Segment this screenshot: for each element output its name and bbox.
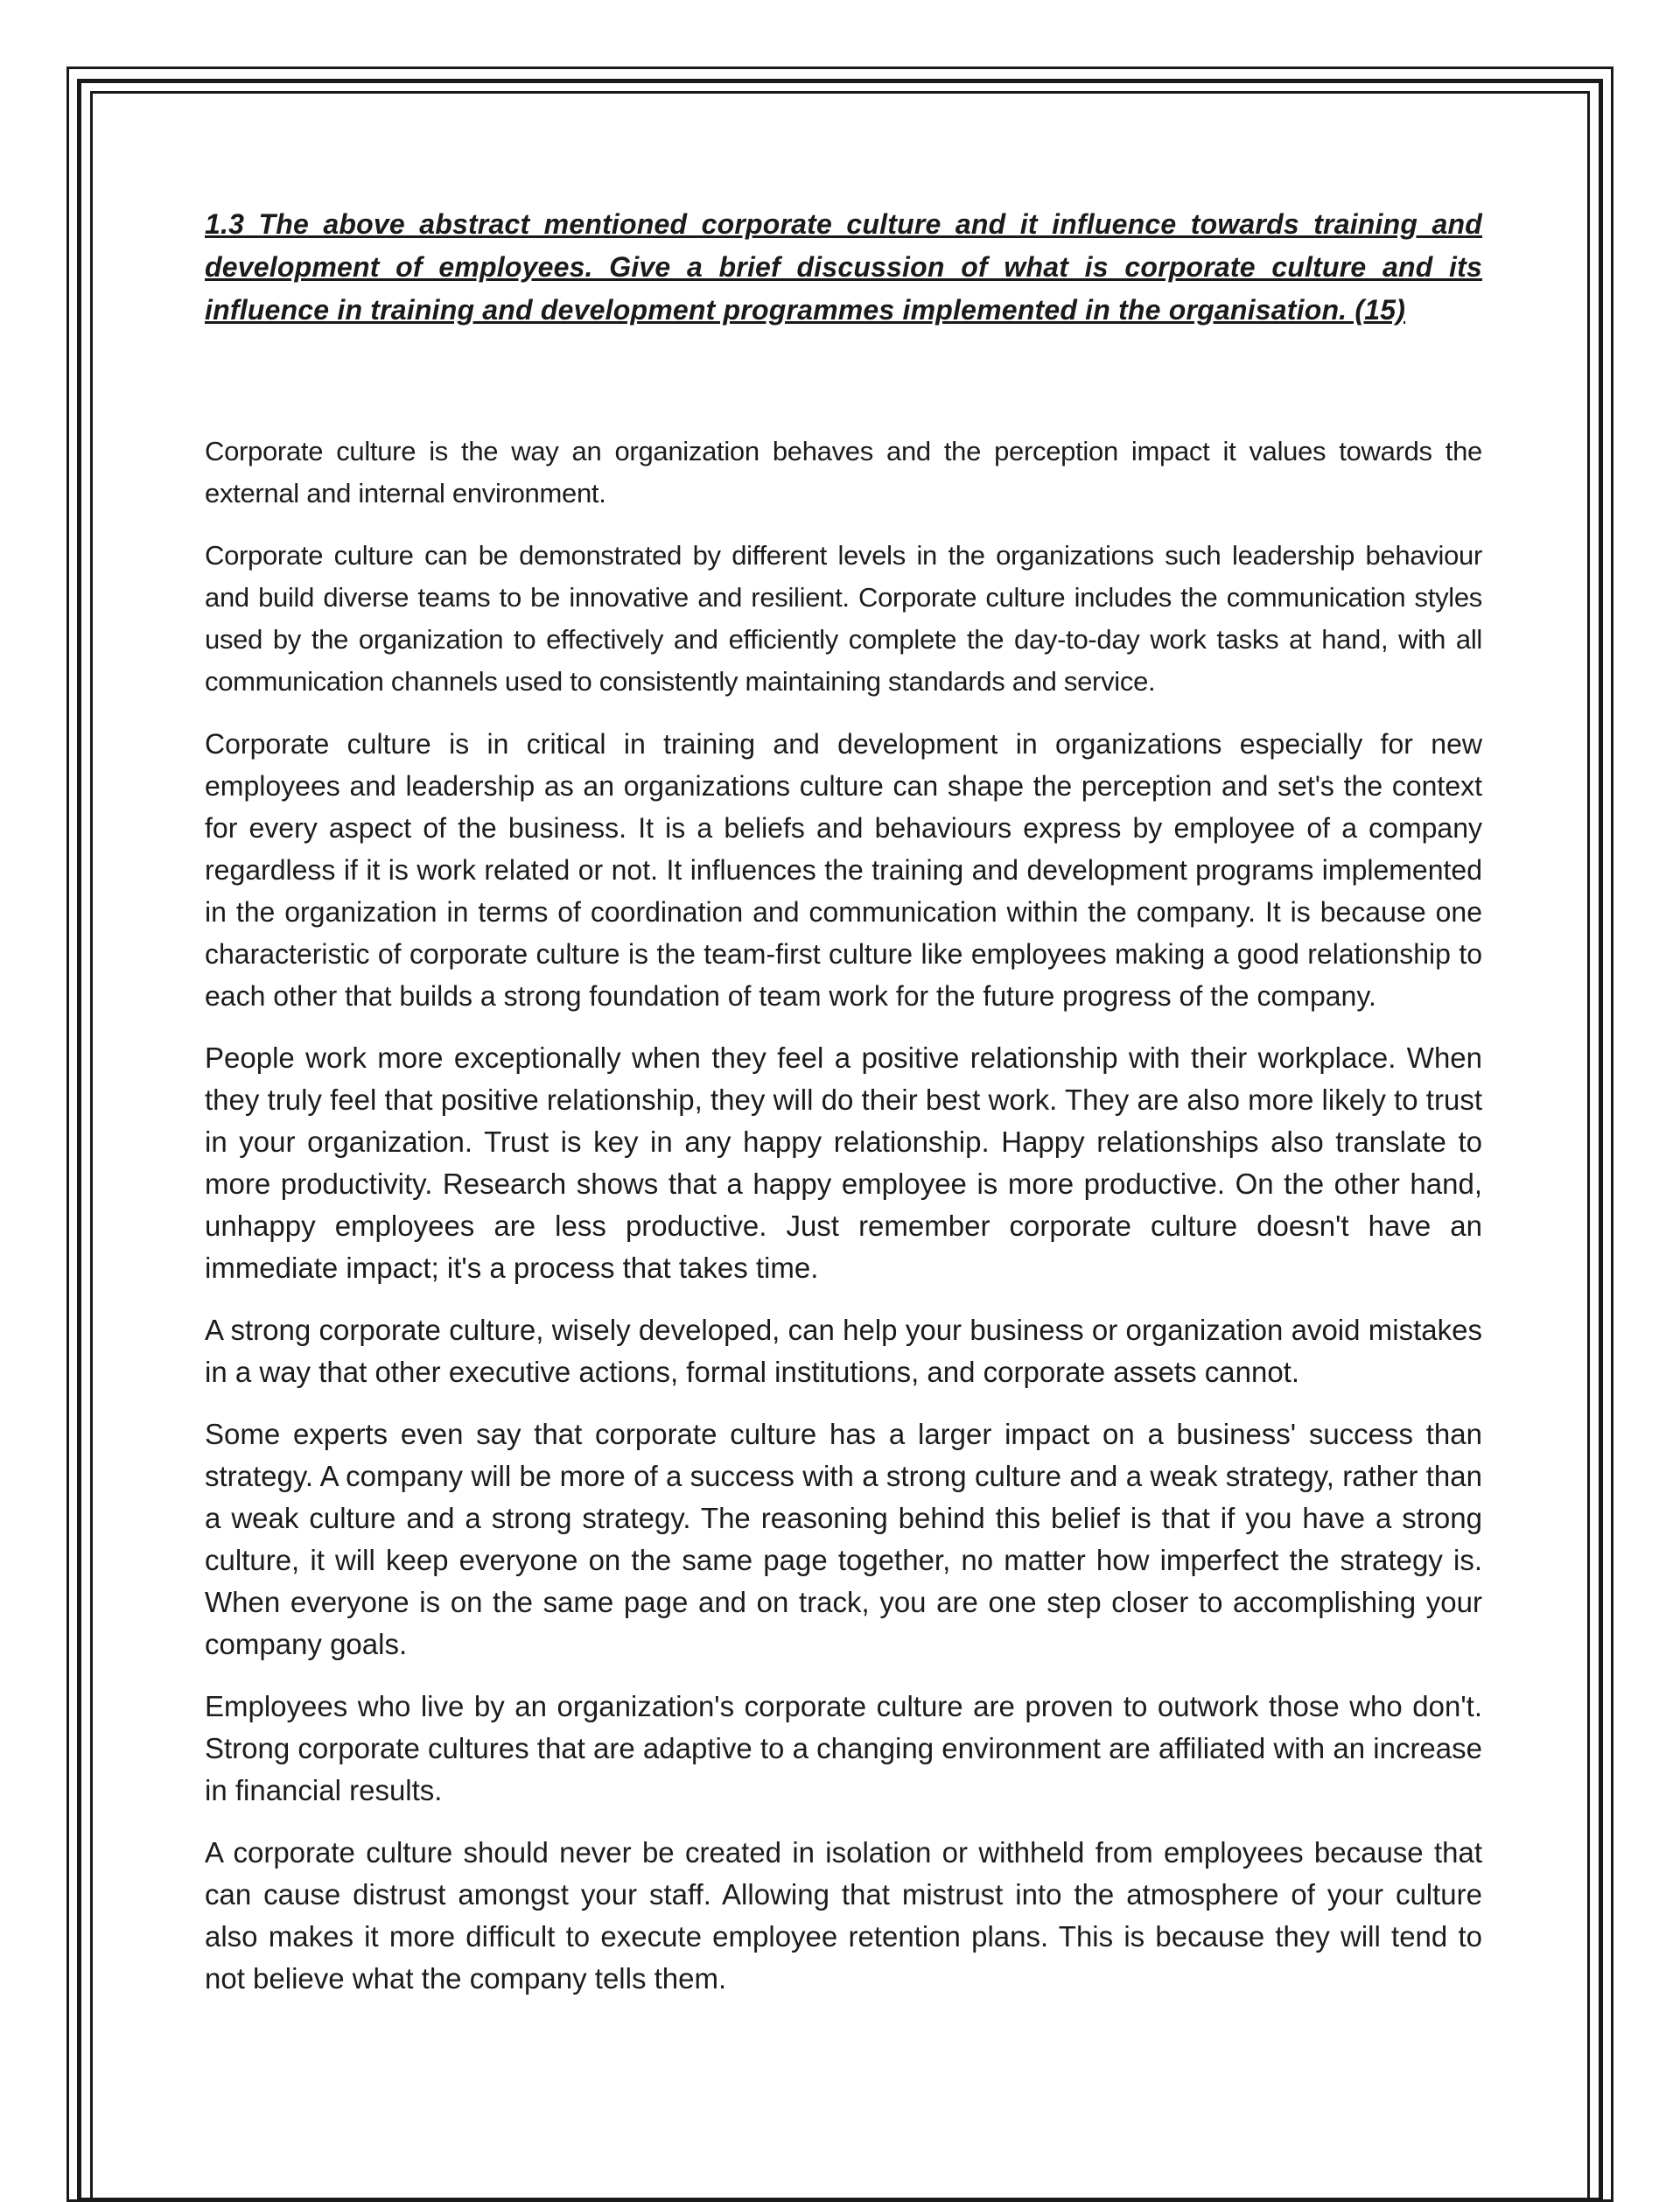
paragraph-positive-relationship: People work more exceptionally when they feel a positive relationship with their workplace. When they truly feel that positive relationship, they will do their best work. They are also more likely to trust in your organization. Trust is key in any happy relationship. Happy relationships also translate to more productivity. Research shows that a happy employee is more productive. On the other hand, unhappy employees are less productive. Just remember corporate culture doesn't have an immediate impact; it's a process that takes time. <box>205 1041 1482 1284</box>
paragraph-training-influence: Corporate culture is in critical in training and development in organizations especially for new employees and leadership as an organizations culture can shape the perception and set's the context for every aspect of the business. It is a beliefs and behaviours express by employee of a company regardless if it is work related or not. It influences the training and development programs implemented in the organization in terms of coordination and communication within the company. It is because one characteristic of corporate culture is the team-first culture like employees making a good relationship to each other that builds a strong foundation of team work for the future progress of the company. <box>205 728 1482 1012</box>
paragraph-strong-culture: A strong corporate culture, wisely developed, can help your business or organization avoid mistakes in a way that other executive actions, formal institutions, and corporate assets cannot. <box>205 1314 1482 1388</box>
paragraph-isolation: A corporate culture should never be created in isolation or withheld from employees because that can cause distrust amongst your staff. Allowing that mistrust into the atmosphere of your culture also makes it more difficult to execute employee retention plans. This is because they will tend to not believe what the company tells them. <box>205 1836 1482 1995</box>
paragraph-culture-vs-strategy: Some experts even say that corporate culture has a larger impact on a business' success than strategy. A company will be more of a success with a strong culture and a weak strategy, rather than a weak culture and a strong strategy. The reasoning behind this belief is that if you have a strong culture, it will keep everyone on the same page together, no matter how imperfect the strategy is. When everyone is on the same page and on track, you are one step closer to accomplishing your company goals. <box>205 1418 1482 1660</box>
question-heading: 1.3 The above abstract mentioned corporate culture and it influence towards training and development of employees. Give a brief discussion of what is corporate culture and its influence in training and development programmes implemented in the organisation. (15) <box>205 208 1482 326</box>
paragraph-employees-outwork: Employees who live by an organization's corporate culture are proven to outwork those who don't. Strong corporate cultures that are adaptive to a changing environment are affiliated with an increase in financial results. <box>205 1690 1482 1806</box>
paragraph-demonstration: Corporate culture can be demonstrated by different levels in the organizations such leadership behaviour and build diverse teams to be innovative and resilient. Corporate culture includes the communication styles used by the organization to effectively and efficiently complete the day-to-day work tasks at hand, with all communication channels used to consistently maintaining standards and service. <box>205 540 1482 697</box>
paragraph-definition: Corporate culture is the way an organization behaves and the perception impact it values towards the external and internal environment. <box>205 436 1482 508</box>
document-body <box>205 203 1482 2020</box>
